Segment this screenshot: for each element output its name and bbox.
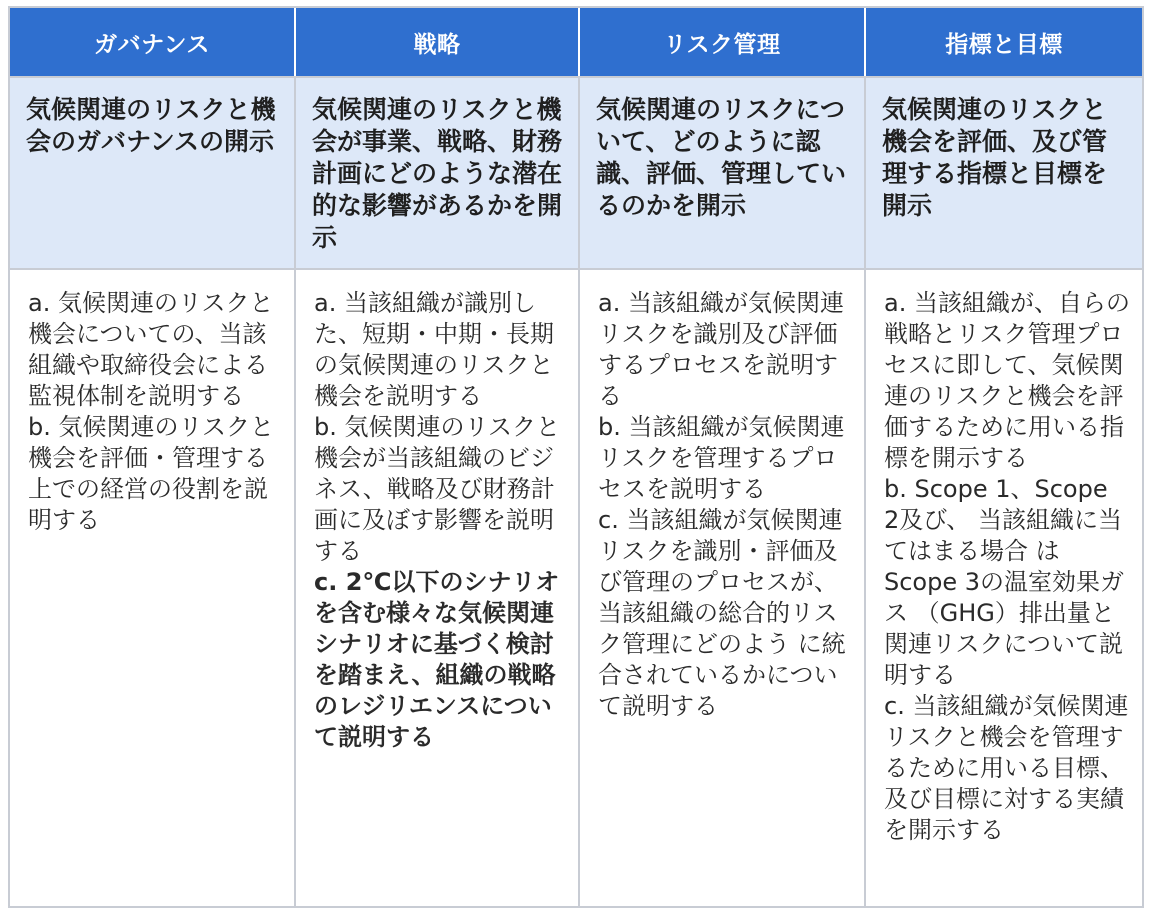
detail-metrics-targets bbox=[866, 270, 1142, 906]
metrics-item-b: b. Scope 1、Scope 2及び、 当該組織に当てはまる場合 は Scope 3の温室効果ガス （GHG）排出量と関連リスクについて説明する bbox=[884, 475, 1125, 689]
risk-item-a: a. 当該組織が気候関連リスクを識別及び評価するプロセスを説明する bbox=[598, 289, 844, 410]
governance-item-b: b. 気候関連のリスクと機会を評価・管理する上での経営の役割を説明する bbox=[28, 413, 275, 534]
detail-risk-management bbox=[580, 270, 866, 906]
summary-metrics-targets: 気候関連のリスクと機会を評価、及び管理する指標と目標を開示 bbox=[866, 76, 1142, 270]
metrics-item-a: a. 当該組織が、自らの戦略とリスク管理プロセスに即して、気候関連のリスクと機会を評価するために用いる指標を開示する bbox=[884, 289, 1130, 472]
risk-item-b: b. 当該組織が気候関連リスクを管理するプロセスを説明する bbox=[598, 413, 845, 503]
risk-item-c: c. 当該組織が気候関連リスクを識別・評価及び管理のプロセスが、当該組織の総合的リスク管理にどのよう に統合されているかについて説明する bbox=[598, 506, 846, 720]
header-metrics-targets: 指標と目標 bbox=[866, 8, 1142, 76]
summary-strategy: 気候関連のリスクと機会が事業、戦略、財務計画にどのような潜在的な影響があるかを開示 bbox=[296, 76, 580, 270]
strategy-item-c: c. 2℃以下のシナリオを含む様々な気候関連シナリオに基づく検討を踏まえ、組織の戦略のレジリエンスについて説明する bbox=[314, 568, 560, 751]
strategy-item-a: a. 当該組織が識別した、短期・中期・長期の気候関連のリスクと機会を説明する bbox=[314, 289, 554, 410]
summary-risk-management: 気候関連のリスクについて、どのように認識、評価、管理しているのかを開示 bbox=[580, 76, 866, 270]
strategy-item-b: b. 気候関連のリスクと機会が当該組織のビジネス、戦略及び財務計画に及ぼす影響を説明する bbox=[314, 413, 561, 565]
governance-item-a: a. 気候関連のリスクと機会についての、当該組織や取締役会による監視体制を説明する bbox=[28, 289, 274, 410]
header-risk-management: リスク管理 bbox=[580, 8, 866, 76]
summary-governance: 気候関連のリスクと機会のガバナンスの開示 bbox=[10, 76, 296, 270]
detail-strategy bbox=[296, 270, 580, 906]
detail-governance bbox=[10, 270, 296, 906]
header-governance: ガバナンス bbox=[10, 8, 296, 76]
tcfd-disclosure-table bbox=[8, 6, 1144, 908]
header-strategy: 戦略 bbox=[296, 8, 580, 76]
metrics-item-c: c. 当該組織が気候関連リスクと機会を管理するために用いる目標、及び目標に対する実績を開示する bbox=[884, 692, 1129, 844]
